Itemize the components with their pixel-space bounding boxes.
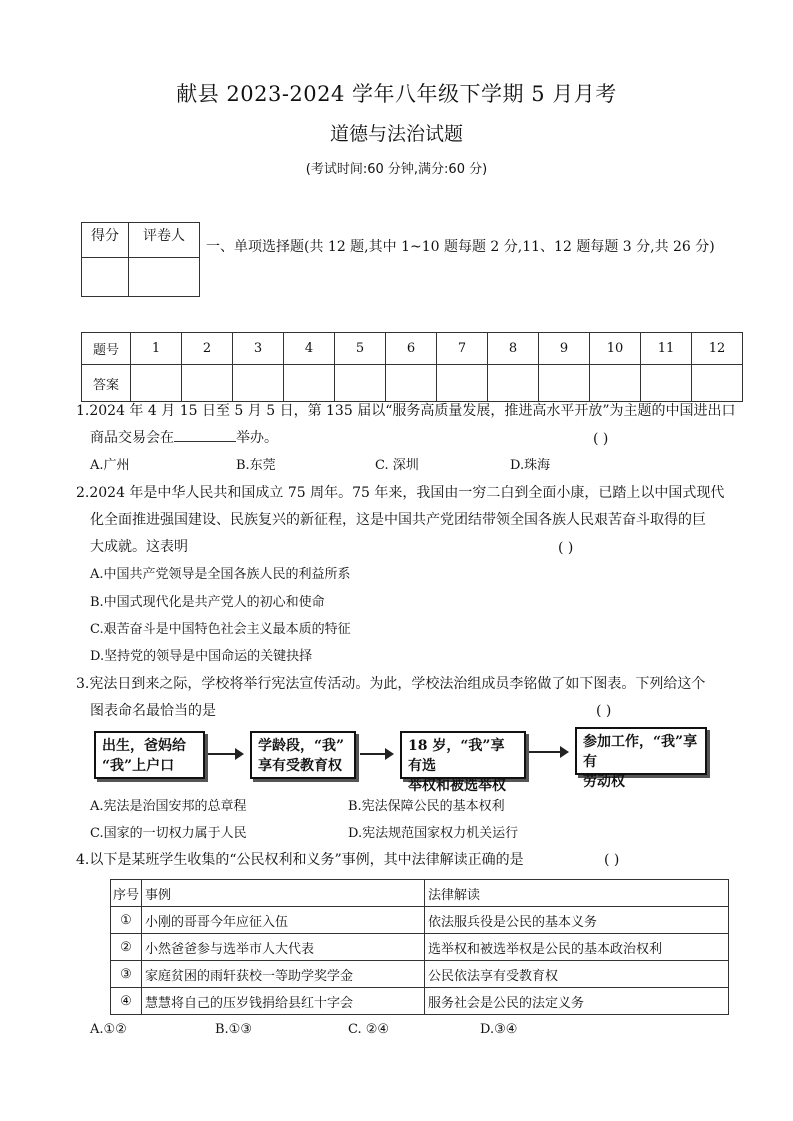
question-number: 7 <box>437 333 488 365</box>
answer-header: 答案 <box>82 365 131 402</box>
row-number: ④ <box>111 988 142 1015</box>
col-header-case: 事例 <box>142 880 425 907</box>
q1-stem-part1: 商品交易会在 <box>90 430 174 446</box>
table-row <box>111 907 729 934</box>
exam-info: (考试时间:60 分钟,满分:60 分) <box>305 162 488 177</box>
table-row <box>111 961 729 988</box>
question-number: 5 <box>335 333 386 365</box>
row-case: 小然爸爸参与选举市人大代表 <box>142 934 425 961</box>
flow-step-birth <box>94 731 205 779</box>
q4-option-a: A.①② <box>90 1022 127 1037</box>
q3-option-c: C.国家的一切权力属于人民 <box>90 826 247 841</box>
q3-stem-line1: 3.宪法日到来之际，学校将举行宪法宣传活动。为此，学校法治组成员李铭做了如下图表。下列给这个 <box>76 676 706 692</box>
col-header-number: 序号 <box>111 880 142 907</box>
q2-option-c: C.艰苦奋斗是中国特色社会主义最本质的特征 <box>90 622 351 637</box>
section-heading: 一、单项选择题(共 12 题,其中 1~10 题每题 2 分,11、12 题每题 3 分,共 26 分) <box>206 239 715 255</box>
row-interpretation: 公民依法享有受教育权 <box>425 961 729 988</box>
q2-stem-line3: 大成就。这表明 <box>90 539 188 555</box>
q2-stem-line2: 化全面推进强国建设、民族复兴的新征程，这是中国共产党团结带领全国各族人民艰苦奋斗取得的巨 <box>90 512 706 528</box>
table-row <box>111 988 729 1015</box>
answer-cell[interactable] <box>488 365 539 402</box>
q4-option-d: D.③④ <box>480 1022 518 1037</box>
answer-cell[interactable] <box>590 365 641 402</box>
flow-step-text: 劳动权 <box>583 774 625 790</box>
exam-title: 献县 2023-2024 学年八年级下学期 5 月月考 <box>176 82 617 106</box>
q1-option-b: B.东莞 <box>236 458 276 473</box>
q1-option-d: D.珠海 <box>510 458 551 473</box>
table-header-row <box>111 880 729 907</box>
table-row <box>111 934 729 961</box>
row-number: ③ <box>111 961 142 988</box>
row-case: 家庭贫困的雨轩获校一等助学奖学金 <box>142 961 425 988</box>
row-interpretation: 服务社会是公民的法定义务 <box>425 988 729 1015</box>
answer-cell[interactable] <box>284 365 335 402</box>
q3-option-a: A.宪法是治国安邦的总章程 <box>90 799 247 814</box>
flow-step-working <box>575 727 707 790</box>
answer-cell[interactable] <box>182 365 233 402</box>
answer-cell[interactable] <box>335 365 386 402</box>
flow-step-text: “我”上户口 <box>102 758 175 774</box>
question-number: 10 <box>590 333 641 365</box>
flow-step-text: 参加工作，“我”享有 <box>583 734 698 770</box>
question-number: 9 <box>539 333 590 365</box>
q2-option-a: A.中国共产党领导是全国各族人民的利益所系 <box>90 567 351 582</box>
reviewer-cell <box>129 258 200 297</box>
row-interpretation: 依法服兵役是公民的基本义务 <box>425 907 729 934</box>
flow-step-text: 享有受教育权 <box>258 758 342 774</box>
question-number: 12 <box>692 333 743 365</box>
q3-answer-paren: ( ) <box>596 703 612 719</box>
flow-step-text: 举权和被选举权 <box>408 778 506 794</box>
exam-subject: 道德与法治试题 <box>329 123 463 145</box>
answer-cell[interactable] <box>233 365 284 402</box>
flow-step-text: 出生，爸妈给 <box>102 738 186 754</box>
question-number-header: 题号 <box>82 333 131 365</box>
row-case: 慧慧将自己的压岁钱捐给县红十字会 <box>142 988 425 1015</box>
col-header-interpretation: 法律解读 <box>425 880 729 907</box>
question-number: 3 <box>233 333 284 365</box>
answer-cell[interactable] <box>386 365 437 402</box>
flow-step-school-age <box>250 731 356 779</box>
flow-arrow <box>529 751 567 753</box>
q4-option-c: C. ②④ <box>348 1022 390 1037</box>
question-number: 6 <box>386 333 437 365</box>
rights-duties-table <box>110 879 729 1015</box>
q4-answer-paren: ( ) <box>604 852 620 868</box>
flow-step-age-18 <box>400 731 526 794</box>
answer-table <box>81 332 743 402</box>
flow-arrow <box>208 753 242 755</box>
q1-answer-paren: ( ) <box>593 431 609 447</box>
q3-option-d: D.宪法规范国家权力机关运行 <box>348 826 519 841</box>
flow-step-text: 学龄段，“我” <box>258 738 345 754</box>
question-number: 8 <box>488 333 539 365</box>
q1-option-c: C. 深圳 <box>375 458 419 473</box>
question-number: 4 <box>284 333 335 365</box>
row-case: 小刚的哥哥今年应征入伍 <box>142 907 425 934</box>
q4-stem: 4.以下是某班学生收集的“公民权利和义务”事例，其中法律解读正确的是 <box>76 852 524 868</box>
flow-step-text: 18 岁，“我”享有选 <box>408 738 505 774</box>
q2-option-d: D.坚持党的领导是中国命运的关键抉择 <box>90 649 313 664</box>
row-number: ② <box>111 934 142 961</box>
q3-option-b: B.宪法保障公民的基本权利 <box>348 799 505 814</box>
q4-option-b: B.①③ <box>215 1022 252 1037</box>
question-number: 2 <box>182 333 233 365</box>
reviewer-label: 评卷人 <box>129 223 200 258</box>
q1-stem-part2: 举办。 <box>236 430 278 446</box>
q1-stem-line2 <box>90 425 278 452</box>
score-box <box>81 222 200 297</box>
flow-arrow <box>360 753 392 755</box>
q2-option-b: B.中国式现代化是共产党人的初心和使命 <box>90 595 325 610</box>
answer-cell[interactable] <box>641 365 692 402</box>
q2-answer-paren: ( ) <box>558 540 574 556</box>
q1-option-a: A.广州 <box>90 458 130 473</box>
row-interpretation: 选举权和被选举权是公民的基本政治权利 <box>425 934 729 961</box>
answer-cell[interactable] <box>131 365 182 402</box>
answer-cell[interactable] <box>692 365 743 402</box>
q1-blank <box>174 427 236 442</box>
question-number: 1 <box>131 333 182 365</box>
score-label: 得分 <box>82 223 129 258</box>
q3-stem-line2: 图表命名最恰当的是 <box>90 703 216 719</box>
answer-cell[interactable] <box>539 365 590 402</box>
question-number: 11 <box>641 333 692 365</box>
answer-cell[interactable] <box>437 365 488 402</box>
q2-stem-line1: 2.2024 年是中华人民共和国成立 75 周年。75 年来，我国由一穷二白到全面小康，已踏上以中国式现代 <box>76 485 725 501</box>
score-cell <box>82 258 129 297</box>
row-number: ① <box>111 907 142 934</box>
q1-stem-line1: 1.2024 年 4 月 15 日至 5 月 5 日，第 135 届以“服务高质量发展，推进高水平开放”为主题的中国进出口 <box>76 403 736 419</box>
